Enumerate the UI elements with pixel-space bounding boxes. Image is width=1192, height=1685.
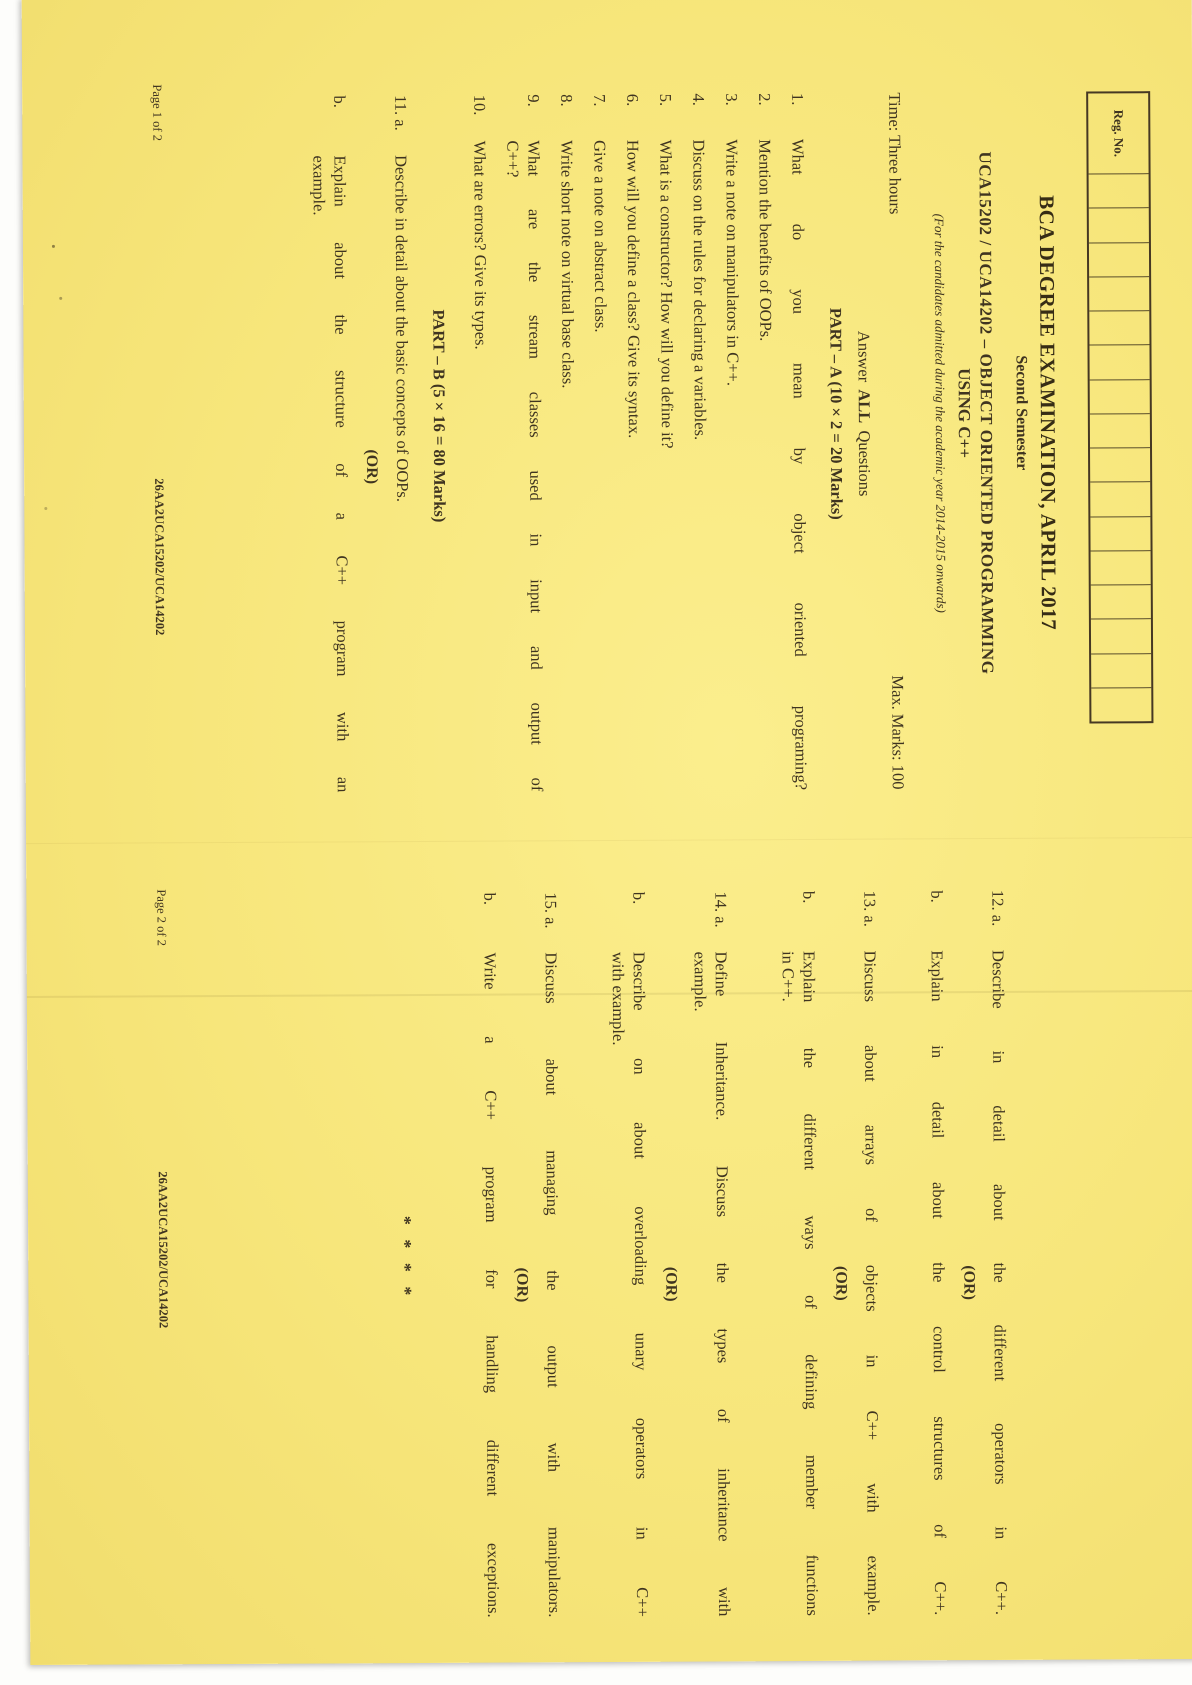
reg-no-cell — [1091, 618, 1151, 653]
reg-no-cell — [1091, 653, 1151, 688]
question-number: 13. a. — [860, 890, 880, 927]
question-text — [608, 952, 653, 1617]
question-text: Write a note on manipulators in C++. — [722, 139, 743, 387]
question-number: 10. — [470, 94, 490, 116]
question-line: Explain the different ways of defining member functions — [799, 950, 823, 1617]
question-line: example. — [690, 951, 710, 1012]
question-number: b. — [629, 891, 649, 905]
reg-no-cell — [1089, 242, 1149, 277]
course-code-title: UCA15202 / UCA14202 – OBJECT ORIENTED PROGRAMMING — [975, 151, 998, 675]
admission-note: (For the candidates admitted during the academic year 2014-2015 onwards) — [931, 213, 949, 613]
question-line: C++? — [503, 140, 523, 178]
question-text — [690, 951, 735, 1616]
reg-no-cell — [1091, 550, 1151, 585]
question-number: 3. — [722, 93, 742, 106]
reg-no-cell — [1091, 584, 1151, 619]
question-line: Describe on about overloading unary operators in C++ — [629, 951, 653, 1617]
question-row — [607, 892, 653, 1617]
semester-line: Second Semester — [1012, 355, 1031, 471]
question-text — [308, 155, 353, 792]
question-number: b. — [927, 890, 947, 903]
or-separator: (OR) — [960, 1265, 978, 1301]
reg-no-cell — [1090, 481, 1150, 516]
question-text: What are errors? Give its types. — [470, 140, 491, 350]
or-separator: (OR) — [513, 1267, 531, 1303]
reg-no-cell — [1089, 276, 1149, 311]
page-2 — [32, 834, 1192, 1682]
time-allowed: Time: Three hours — [885, 92, 905, 215]
question-row — [688, 93, 713, 790]
spacer — [880, 890, 918, 1615]
reg-no-cell — [1089, 310, 1149, 345]
question-text: Describe in detail about the basic concepts of OOPs. — [391, 155, 413, 503]
time-marks-row — [884, 92, 908, 789]
spacer — [561, 892, 599, 1617]
question-text: Discuss about managing the output with manipulators. — [541, 952, 565, 1618]
question-line: Define Inheritance. Discuss the types of inheritance with — [711, 951, 735, 1617]
question-number: 5. — [656, 93, 676, 107]
paper-sheet — [22, 0, 1192, 1665]
reg-no-box — [1086, 91, 1153, 723]
question-number: 11. a. — [391, 95, 411, 131]
question-row — [754, 93, 779, 790]
reg-no-cell — [1090, 516, 1150, 551]
answer-pre: Answer — [854, 330, 874, 383]
question-number: 15. a. — [541, 892, 561, 929]
page-number: Page 2 of 2 — [154, 889, 169, 946]
page-number: Page 1 of 2 — [150, 84, 165, 141]
question-number: 4. — [689, 93, 709, 106]
reg-no-cell — [1090, 447, 1150, 482]
question-text: Give a note on abstract class. — [590, 139, 611, 333]
question-number: 14. a. — [711, 891, 731, 928]
question-row — [689, 891, 735, 1616]
question-line: with example. — [608, 951, 629, 1046]
question-number: b. — [480, 892, 500, 906]
question-text: How will you define a class? Give its syntax. — [623, 139, 644, 439]
question-row — [987, 890, 1012, 1615]
question-text: Describe in detail about the different operators in C++. — [988, 949, 1012, 1616]
question-number: 12. a. — [988, 889, 1008, 927]
question-row — [721, 93, 746, 790]
question-line: in C++. — [778, 951, 798, 1002]
reg-no-cell — [1091, 687, 1151, 722]
question-text: Explain in detail about the control structures of C++. — [927, 950, 951, 1616]
question-number: b. — [330, 95, 350, 108]
question-row — [777, 891, 823, 1616]
or-separator: (OR) — [832, 1265, 850, 1301]
part-a-heading: PART – A (10 × 2 = 20 Marks) — [826, 307, 847, 520]
question-row — [655, 94, 680, 791]
reg-no-cell — [1089, 207, 1149, 242]
part-a-questions — [469, 93, 812, 792]
question-number: b. — [799, 890, 819, 904]
question-row — [622, 94, 647, 791]
question-row — [479, 893, 504, 1618]
question-row — [859, 891, 884, 1616]
spacer — [731, 891, 769, 1616]
page-1 — [28, 0, 1192, 839]
paper-code: 26AA2UCA15202/UCA14202 — [155, 1171, 171, 1329]
question-row — [502, 94, 548, 791]
question-number: 8. — [557, 94, 577, 107]
part-b-heading: PART – B (5 × 16 = 80 Marks) — [429, 309, 450, 523]
reg-no-cell — [1090, 413, 1150, 448]
question-text: Write short note on virtual base class. — [557, 140, 578, 389]
question-text — [778, 951, 823, 1616]
question-row — [308, 95, 354, 792]
question-line: Explain about the structure of a C++ program with an — [330, 155, 353, 793]
question-row — [469, 95, 494, 792]
question-number: 6. — [623, 93, 643, 107]
part-b-questions-page2 — [392, 890, 1012, 1618]
question-row — [390, 95, 415, 792]
answer-post: Questions — [854, 430, 875, 497]
reg-no-cell — [1089, 344, 1149, 379]
question-text: Write a C++ program for handling different exceptions. — [480, 952, 504, 1618]
question-row — [787, 93, 812, 790]
question-row — [556, 94, 581, 791]
answer-instruction — [852, 0, 876, 835]
question-row — [926, 890, 951, 1615]
question-number: 9. — [524, 94, 544, 107]
end-asterisks: * * * * — [395, 1215, 416, 1296]
reg-no-cell — [1089, 173, 1149, 208]
question-number: 7. — [590, 93, 610, 107]
or-separator: (OR) — [662, 1266, 680, 1302]
question-text: Discuss on the rules for declaring a variables. — [689, 139, 710, 441]
or-separator: (OR) — [363, 449, 381, 485]
question-line: What are the stream classes used in input and output of — [524, 140, 547, 792]
question-text: What is a constructor? How will you define it? — [656, 139, 678, 449]
paper-code: 26AA2UCA15202/UCA14202 — [152, 478, 167, 636]
question-number: 2. — [755, 93, 775, 106]
reg-no-label: Reg. No. — [1111, 109, 1127, 158]
question-text: What do you mean by object oriented programing? — [788, 138, 811, 791]
course-using-line: USING C++ — [954, 368, 975, 459]
question-row — [540, 892, 565, 1617]
max-marks: Max. Marks: 100 — [888, 675, 908, 790]
exam-title: BCA DEGREE EXAMINATION, APRIL 2017 — [1034, 195, 1061, 631]
answer-all: ALL — [854, 389, 874, 424]
reg-no-cell — [1090, 379, 1150, 414]
question-line: example. — [309, 155, 329, 216]
part-b-questions-page1 — [308, 95, 415, 793]
question-number: 1. — [788, 92, 808, 106]
question-text: Discuss about arrays of objects in C++ with example. — [860, 950, 884, 1616]
question-row — [589, 94, 614, 791]
question-text — [502, 140, 547, 791]
question-text: Mention the benefits of OOPs. — [755, 139, 776, 342]
